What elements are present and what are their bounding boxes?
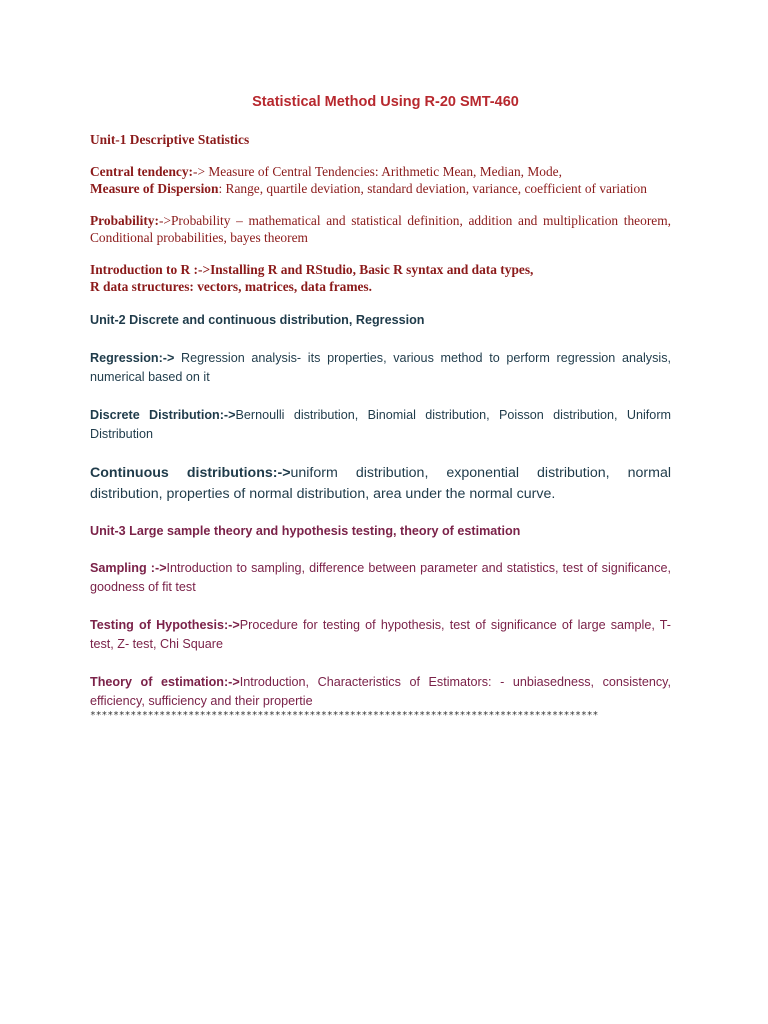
dispersion-line [90,181,671,198]
intro-r-line2: R data structures: vectors, matrices, data frames. [90,278,372,294]
hypothesis-text: Procedure for testing of hypothesis, test of significance of large sample, T-test, Z- test, Chi Square [90,618,671,651]
unit1-heading: Unit-1 Descriptive Statistics [90,132,250,147]
hypothesis-paragraph [90,616,671,654]
regression-paragraph [90,349,671,387]
dispersion-label: Measure of Dispersion [90,180,219,196]
discrete-label: Discrete Distribution:-> [90,408,236,422]
intro-r-paragraph [90,262,671,295]
central-tendency-line [90,164,671,181]
central-tendency-text: -> Measure of Central Tendencies: Arithmetic Mean, Median, Mode, [193,164,562,179]
central-tendency-label: Central tendency: [90,164,194,179]
probability-text: ->Probability – mathematical and statistical definition, addition and multiplication theorem, Conditional probabilities, bayes theorem [90,213,671,245]
discrete-text: Bernoulli distribution, Binomial distribution, Poisson distribution, Uniform Distribution [90,408,671,441]
probability-paragraph [90,213,671,246]
central-tendency-paragraph [90,164,671,197]
unit3-heading: Unit-3 Large sample theory and hypothesis testing, theory of estimation [90,524,521,538]
separator-line: **************************************************************************************** [90,710,599,721]
discrete-paragraph [90,406,671,444]
hypothesis-label: Testing of Hypothesis:-> [90,618,240,632]
estimation-label: Theory of estimation:-> [90,675,240,689]
probability-label: Probability: [90,213,159,228]
unit2-heading: Unit-2 Discrete and continuous distribution, Regression [90,313,425,327]
regression-label: Regression:-> [90,351,175,365]
continuous-paragraph [90,463,671,505]
estimation-paragraph [90,673,671,711]
sampling-paragraph [90,559,671,597]
sampling-text: Introduction to sampling, difference between parameter and statistics, test of significance, goodness of fit test [90,561,671,594]
continuous-label: Continuous distributions:-> [90,465,291,481]
estimation-text: Introduction, Characteristics of Estimators: - unbiasedness, consistency, efficiency, sufficiency and their propertie [90,675,671,708]
intro-r-line1: Introduction to R :->Installing R and RStudio, Basic R syntax and data types, [90,262,534,277]
sampling-label: Sampling :-> [90,561,167,575]
dispersion-text: : Range, quartile deviation, standard deviation, variance, coefficient of variation [218,180,647,196]
continuous-text: uniform distribution, exponential distribution, normal distribution, properties of normal distribution, area under the normal curve. [90,465,671,502]
document-title: Statistical Method Using R-20 SMT-460 [252,94,519,110]
regression-text: Regression analysis- its properties, various method to perform regression analysis, numerical based on it [90,351,671,384]
